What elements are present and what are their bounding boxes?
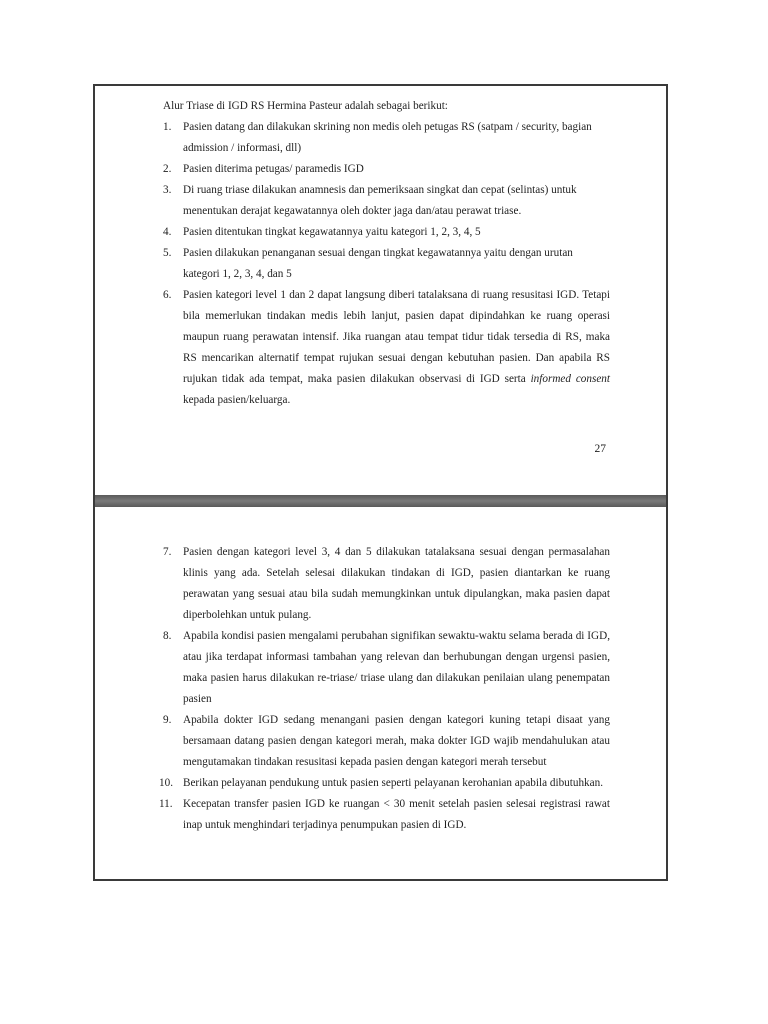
list-item [163,180,610,222]
list-item [159,773,610,794]
intro-text: Alur Triase di IGD RS Hermina Pasteur adalah sebagai berikut: [163,100,448,112]
triage-steps-list-bottom [159,542,610,836]
list-item-number: 2. [163,163,172,175]
list-item-text: Kecepatan transfer pasien IGD ke ruangan < 30 menit setelah pasien selesai registrasi rawat inap untuk menghindari terjadinya penumpukan pasien di IGD. [183,798,610,831]
list-item [163,117,610,159]
page-top [95,86,666,495]
list-item [163,285,610,411]
list-item-text: Apabila dokter IGD sedang menangani pasien dengan kategori kuning tetapi disaat yang bersamaan datang pasien dengan kategori merah, maka dokter IGD wajib mendahulukan atau mengutamakan tindakan resusitasi kepada pasien dengan kategori merah tersebut [183,714,610,768]
list-item [163,710,610,773]
list-item-text: Pasien kategori level 1 dan 2 dapat langsung diberi tatalaksana di ruang resusitasi IGD. Tetapi bila memerlukan tindakan medis lebih lanjut, pasien dapat dipindahkan ke ruang operasi maupun ruang perawatan intensif. Jika ruangan atau tempat tidur tidak tersedia di RS, maka RS mencarikan alternatif tempat rujukan sesuai dengan kebutuhan pasien. Dan apabila RS rujukan tidak ada tempat, maka pasien dilakukan observasi di IGD serta [183,289,610,385]
page-number: 27 [594,443,606,455]
list-item-text: Di ruang triase dilakukan anamnesis dan pemeriksaan singkat dan cepat (selintas) untuk menentukan derajat kegawatannya oleh dokter jaga dan/atau perawat triase. [183,184,577,217]
list-item-text: Pasien dengan kategori level 3, 4 dan 5 dilakukan tatalaksana sesuai dengan permasalahan klinis yang ada. Setelah selesai dilakukan tindakan di IGD, pasien diantarkan ke ruang perawatan yang sesuai atau bila sudah memungkinkan untuk dipulangkan, maka pasien dapat diperbolehkan untuk pulang. [183,546,610,621]
list-item [159,794,610,836]
list-item-number: 1. [163,121,172,133]
list-item-number: 9. [163,714,172,726]
list-item-number: 4. [163,226,172,238]
list-item-number: 6. [163,289,172,301]
page-separator [95,495,666,507]
triage-steps-list-top [163,117,610,411]
list-item [163,222,610,243]
list-item-number: 3. [163,184,172,196]
list-item-text: Pasien datang dan dilakukan skrining non medis oleh petugas RS (satpam / security, bagian admission / informasi, dll) [183,121,592,154]
list-item-text: Apabila kondisi pasien mengalami perubahan signifikan sewaktu-waktu selama berada di IGD, atau jika terdapat informasi tambahan yang relevan dan berhubungan dengan urgensi pasien, maka pasien harus dilakukan re-triase/ triase ulang dan dilakukan penilaian ulang penempatan pasien [183,630,610,705]
document-frame [93,84,668,881]
list-item [163,542,610,626]
list-item-number: 5. [163,247,172,259]
list-item-text: Pasien diterima petugas/ paramedis IGD [183,163,364,175]
list-item-number: 11. [159,798,173,810]
page-bottom [95,507,666,879]
list-item-text: Berikan pelayanan pendukung untuk pasien seperti pelayanan kerohanian apabila dibutuhkan. [183,777,604,789]
list-item-number: 7. [163,546,172,558]
list-item-number: 10. [159,777,173,789]
list-item-text-end: kepada pasien/keluarga. [183,394,291,406]
list-item-number: 8. [163,630,172,642]
list-item [163,243,610,285]
list-item [163,626,610,710]
list-item-text: Pasien ditentukan tingkat kegawatannya yaitu kategori 1, 2, 3, 4, 5 [183,226,481,238]
list-item-text: Pasien dilakukan penanganan sesuai dengan tingkat kegawatannya yaitu dengan urutan kategori 1, 2, 3, 4, dan 5 [183,247,573,280]
list-item-italic-term: informed consent [530,373,611,385]
list-item [163,159,610,180]
